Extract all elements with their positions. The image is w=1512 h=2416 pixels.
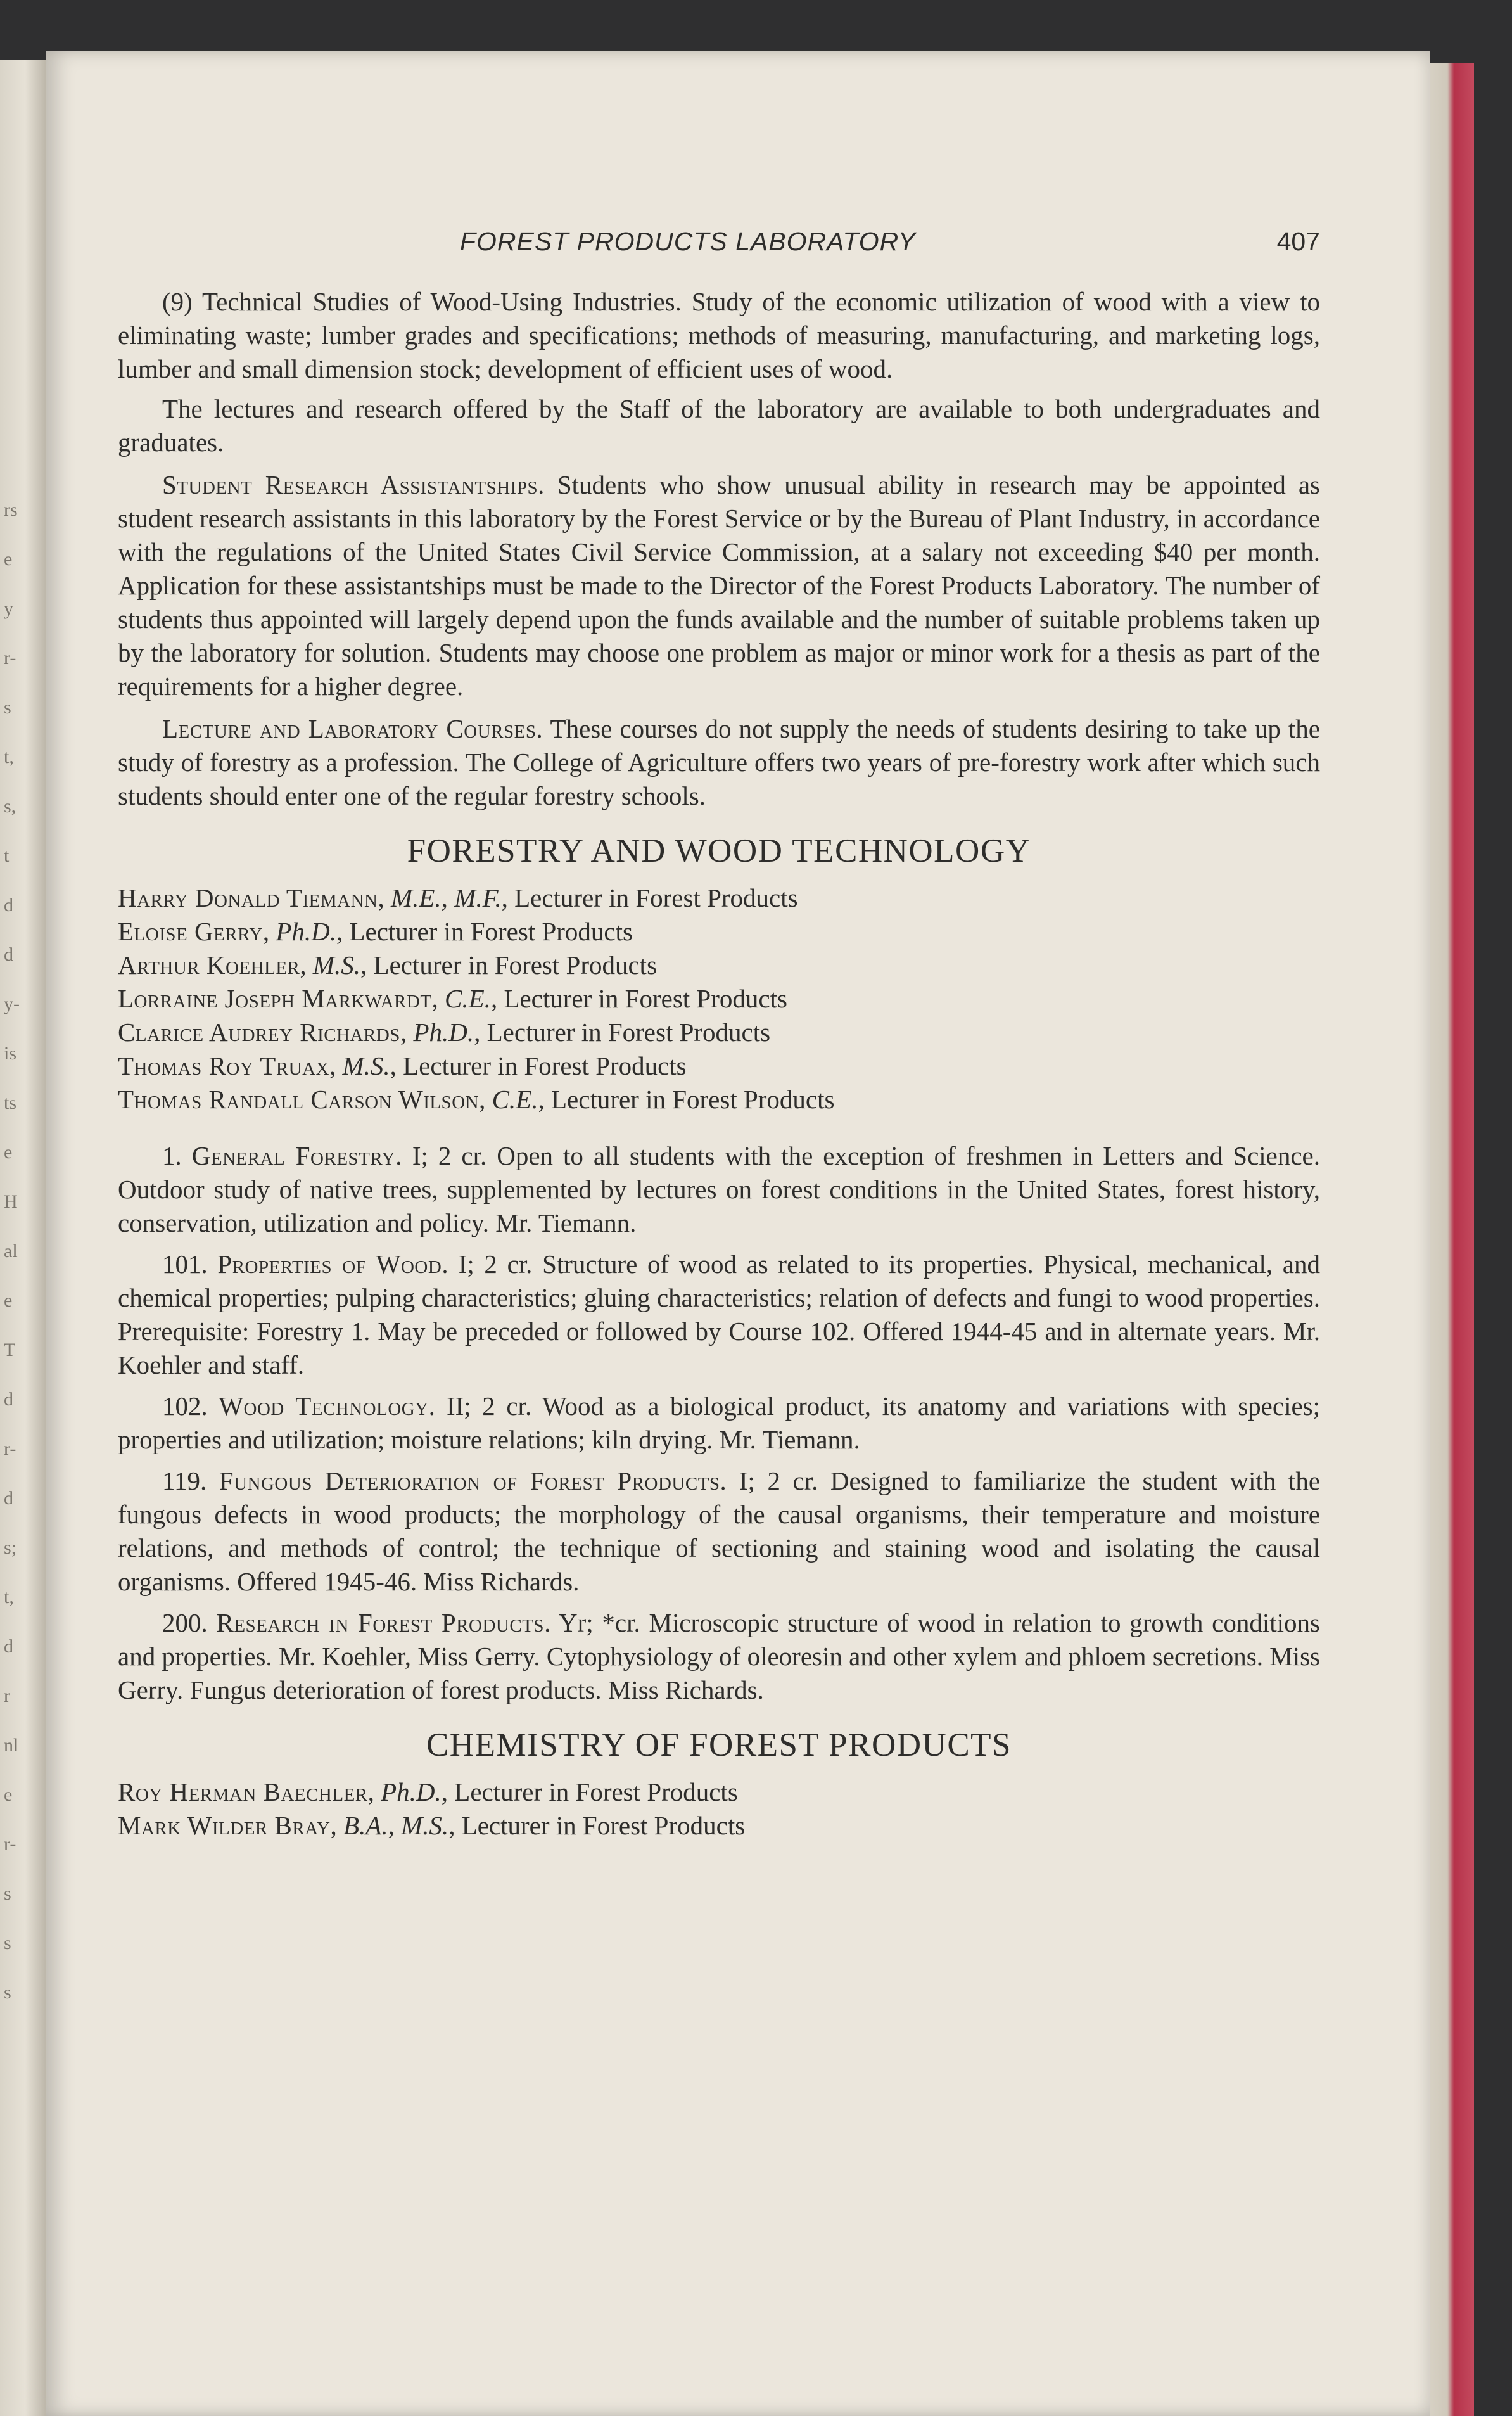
- margin-fragment: d: [4, 895, 13, 916]
- margin-fragment: ts: [4, 1092, 17, 1113]
- staff-title: , Lecturer in Forest Products: [538, 1085, 835, 1114]
- staff-title: , Lecturer in Forest Products: [390, 1051, 687, 1080]
- heading-forestry: FORESTRY AND WOOD TECHNOLOGY: [407, 833, 1031, 869]
- margin-fragment: e: [4, 549, 13, 570]
- section-text: These courses do not supply the needs of students desiring to take up the study of forestry as a profession. The College of Agriculture offers two years of pre-forestry work after which such students should enter one of the regular forestry schools.: [118, 714, 1320, 810]
- margin-fragment: s: [4, 1982, 11, 2003]
- margin-fragment: r-: [4, 648, 16, 668]
- margin-fragment: t,: [4, 746, 14, 767]
- course-entry: [118, 1390, 1320, 1457]
- course-description: I; 2 cr. Designed to familiarize the student with the fungous defects in wood products; the morphology of the causal organisms, their temperature and moisture relations, and methods of control; the technique of sectioning and staining wood and isolating the causal organisms. Offered 1945-46. Miss Richards.: [118, 1466, 1321, 1596]
- heading-chemistry: CHEMISTRY OF FOREST PRODUCTS: [426, 1727, 1012, 1763]
- section-head: Student Research Assistantships.: [162, 470, 545, 499]
- course-title: Properties of Wood.: [217, 1250, 449, 1279]
- course-entry: [118, 1464, 1320, 1599]
- course-title: Research in Forest Products.: [216, 1608, 551, 1637]
- margin-fragment: r: [4, 1685, 10, 1706]
- margin-fragment: e: [4, 1784, 13, 1805]
- section-text: Students who show unusual ability in research may be appointed as student research assistants in this laboratory by the Forest Service or by the Bureau of Plant Industry, in accordance with the regulations of the United States Civil Service Commission, at a salary not exceeding $40 per month. Application for these assistantships must be made to the Director of the Forest Products Laboratory. The number of students thus appointed will largely depend upon the funds available and the number of suitable problems taken up by the laboratory for solution. Students may choose one problem as major or minor work for a thesis as part of the requirements for a higher degree.: [118, 470, 1320, 701]
- page-text: [118, 225, 1320, 1843]
- staff-entry: Thomas Roy Truax, M.S., Lecturer in Forest Products: [118, 1051, 687, 1080]
- running-head-title: FOREST PRODUCTS LABORATORY: [460, 227, 917, 256]
- staff-title: , Lecturer in Forest Products: [441, 1777, 738, 1806]
- course-description: I; 2 cr. Structure of wood as related to its properties. Physical, mechanical, and chemical properties; pulping characteristics; gluing characteristics; relation of defects and fungi to wood properties. Prerequisite: Forestry 1. May be preceded or followed by Course 102. Offered 1944-45 and in alternate years. Mr. Koehler and staff.: [118, 1250, 1320, 1379]
- margin-fragment: nl: [4, 1735, 19, 1756]
- margin-fragment: s: [4, 1933, 11, 1953]
- staff-title: , Lecturer in Forest Products: [490, 984, 787, 1013]
- forestry-course-list: [118, 1139, 1320, 1707]
- margin-fragment: d: [4, 944, 13, 965]
- forestry-staff-list: [118, 881, 1320, 1116]
- staff-name: Eloise Gerry: [118, 917, 263, 946]
- margin-fragment: d: [4, 1389, 13, 1410]
- margin-fragment: d: [4, 1636, 13, 1657]
- staff-degrees: M.S.: [342, 1051, 390, 1080]
- margin-fragment: H: [4, 1191, 18, 1212]
- staff-entry: Lorraine Joseph Markwardt, C.E., Lecturer in Forest Products: [118, 984, 787, 1013]
- running-head: [118, 225, 1320, 285]
- staff-entry: Harry Donald Tiemann, M.E., M.F., Lecturer in Forest Products: [118, 883, 798, 912]
- staff-title: , Lecturer in Forest Products: [336, 917, 633, 946]
- staff-name: Mark Wilder Bray: [118, 1811, 331, 1840]
- course-title: General Forestry.: [191, 1141, 402, 1170]
- margin-fragment: T: [4, 1339, 16, 1360]
- staff-degrees: C.E.: [492, 1085, 538, 1114]
- page-number: 407: [1276, 227, 1320, 256]
- paragraph-technical-studies: (9) Technical Studies of Wood-Using Industries. Study of the economic utilization of wood with a view to eliminating waste; lumber grades and specifications; methods of measuring, manufacturing, and marketing logs, lumber and small dimension stock; development of efficient uses of wood.: [118, 287, 1320, 383]
- margin-fragment: r-: [4, 1438, 16, 1459]
- margin-fragment: y: [4, 598, 13, 619]
- staff-entry: Thomas Randall Carson Wilson, C.E., Lecturer in Forest Products: [118, 1085, 835, 1114]
- margin-fragment: y-: [4, 994, 20, 1014]
- staff-title: , Lecturer in Forest Products: [474, 1018, 771, 1047]
- course-number: 119.: [162, 1466, 207, 1495]
- margin-fragment: rs: [4, 499, 18, 520]
- margin-fragment: e: [4, 1142, 13, 1163]
- margin-fragment: d: [4, 1488, 13, 1509]
- staff-name: Arthur Koehler: [118, 950, 300, 980]
- staff-name: Harry Donald Tiemann: [118, 883, 378, 912]
- staff-degrees: M.S.: [312, 950, 361, 980]
- chemistry-staff-list: [118, 1775, 1320, 1843]
- staff-degrees: M.E., M.F.: [390, 883, 502, 912]
- margin-fragment: s: [4, 1883, 11, 1904]
- staff-degrees: B.A., M.S.: [343, 1811, 449, 1840]
- margin-fragment: r-: [4, 1834, 16, 1855]
- paragraph-lectures-available: The lectures and research offered by the Staff of the laboratory are available to both undergraduates and graduates.: [118, 394, 1320, 457]
- margin-fragment: t,: [4, 1587, 14, 1607]
- previous-page-edge: [0, 60, 46, 2416]
- course-entry: [118, 1606, 1320, 1707]
- staff-name: Clarice Audrey Richards: [118, 1018, 400, 1047]
- staff-entry: Clarice Audrey Richards, Ph.D., Lecturer in Forest Products: [118, 1018, 771, 1047]
- course-title: Fungous Deterioration of Forest Products.: [219, 1466, 727, 1495]
- course-number: 200.: [162, 1608, 208, 1637]
- staff-name: Thomas Roy Truax: [118, 1051, 329, 1080]
- margin-fragment: s: [4, 697, 11, 718]
- margin-fragment: s,: [4, 796, 16, 817]
- course-number: 102.: [162, 1391, 208, 1421]
- section-assistantships: [118, 468, 1320, 703]
- course-title: Wood Technology.: [219, 1391, 436, 1421]
- staff-degrees: C.E.: [445, 984, 491, 1013]
- course-number: 101.: [162, 1250, 208, 1279]
- staff-name: Lorraine Joseph Markwardt: [118, 984, 432, 1013]
- staff-title: , Lecturer in Forest Products: [448, 1811, 746, 1840]
- staff-entry: Roy Herman Baechler, Ph.D., Lecturer in Forest Products: [118, 1777, 738, 1806]
- course-number: 1.: [162, 1141, 182, 1170]
- margin-fragment: is: [4, 1043, 17, 1064]
- staff-title: , Lecturer in Forest Products: [360, 950, 658, 980]
- margin-fragment: e: [4, 1290, 13, 1311]
- staff-entry: Eloise Gerry, Ph.D., Lecturer in Forest Products: [118, 917, 633, 946]
- staff-name: Thomas Randall Carson Wilson: [118, 1085, 480, 1114]
- book-cover-edge: [1430, 63, 1474, 2416]
- course-entry: [118, 1139, 1320, 1240]
- staff-degrees: Ph.D.: [381, 1777, 442, 1806]
- staff-degrees: Ph.D.: [413, 1018, 474, 1047]
- section-head: Lecture and Laboratory Courses.: [162, 714, 543, 743]
- course-entry: [118, 1248, 1320, 1382]
- staff-title: , Lecturer in Forest Products: [501, 883, 798, 912]
- staff-degrees: Ph.D.: [276, 917, 336, 946]
- staff-entry: Arthur Koehler, M.S., Lecturer in Forest Products: [118, 950, 658, 980]
- staff-entry: Mark Wilder Bray, B.A., M.S., Lecturer in Forest Products: [118, 1811, 746, 1840]
- margin-fragment: s;: [4, 1537, 17, 1558]
- margin-fragment: al: [4, 1241, 18, 1262]
- staff-name: Roy Herman Baechler: [118, 1777, 368, 1806]
- section-lecture-courses: [118, 712, 1320, 813]
- margin-fragment: t: [4, 845, 10, 866]
- course-description: I; 2 cr. Open to all students with the exception of freshmen in Letters and Science. Outdoor study of native trees, supplemented by lectures on forest conditions in the United States, forest history, conservation, utilization and policy. Mr. Tiemann.: [118, 1141, 1321, 1237]
- course-description: II; 2 cr. Wood as a biological product, its anatomy and variations with species; properties and utilization; moisture relations; kiln drying. Mr. Tiemann.: [118, 1391, 1320, 1454]
- course-description: Yr; *cr. Microscopic structure of wood in relation to growth conditions and properties. Mr. Koehler, Miss Gerry. Cytophysiology of oleoresin and other xylem and phloem secretions. Miss Gerry. Fungus deterioration of forest products. Miss Richards.: [118, 1608, 1320, 1704]
